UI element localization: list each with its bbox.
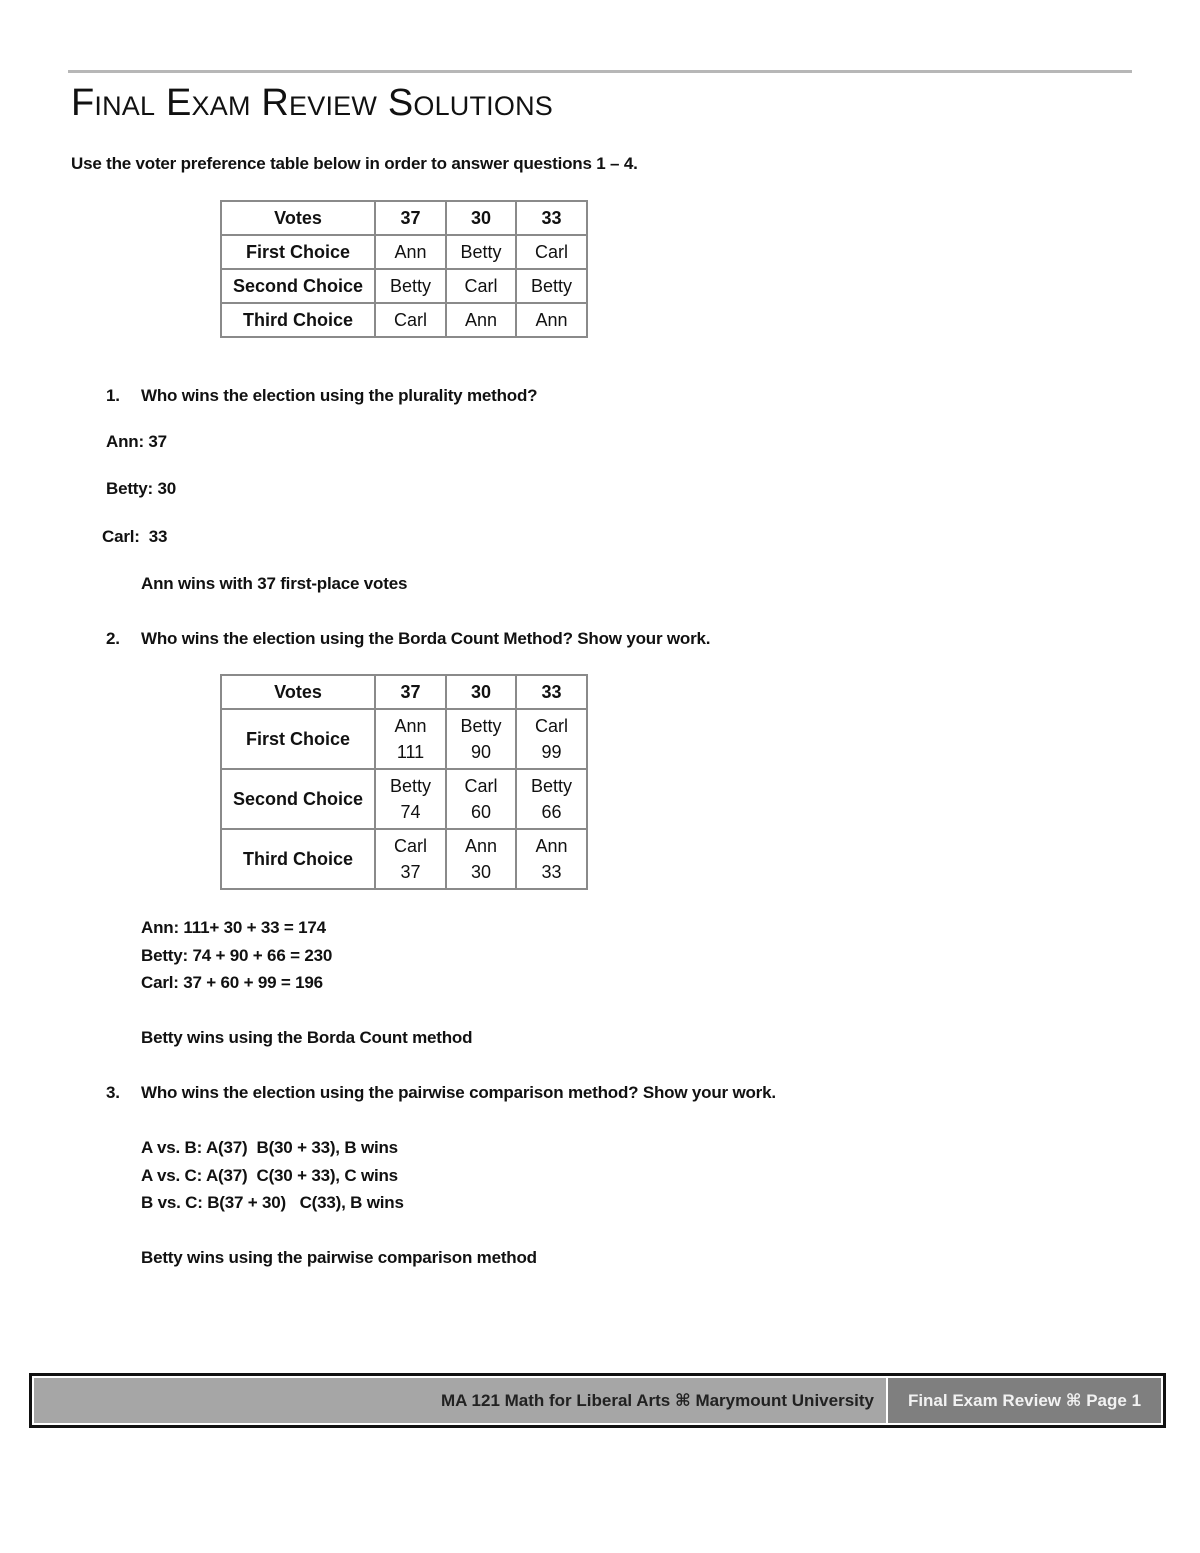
- question-text: Who wins the election using the Borda Count Method? Show your work.: [141, 629, 711, 648]
- table-row: [221, 303, 587, 337]
- table-row: [221, 829, 587, 889]
- table-header-cell: 30: [446, 201, 516, 235]
- row-label: Second Choice: [221, 269, 375, 303]
- question-text: Who wins the election using the pairwise comparison method? Show your work.: [141, 1083, 776, 1102]
- table-cell: [446, 769, 516, 829]
- row-label: First Choice: [221, 709, 375, 769]
- candidate-name: Ann: [535, 836, 568, 856]
- table-header-row: [221, 675, 587, 709]
- candidate-name: Betty: [460, 716, 502, 736]
- voter-preference-table: [220, 200, 588, 338]
- borda-count-table: [220, 674, 588, 890]
- intro-text: Use the voter preference table below in order to answer questions 1 – 4.: [71, 154, 638, 173]
- question-number: 1.: [106, 386, 120, 405]
- candidate-name: Ann: [464, 836, 498, 856]
- points-value: 60: [470, 802, 492, 822]
- points-value: 99: [541, 742, 562, 762]
- table-cell: [446, 829, 516, 889]
- table-row: [221, 269, 587, 303]
- points-value: 33: [541, 862, 562, 882]
- candidate-name: Betty: [530, 776, 573, 796]
- table-header-cell: Votes: [221, 675, 375, 709]
- header-rule: [68, 70, 1132, 73]
- table-row: [221, 235, 587, 269]
- table-cell: Ann: [516, 303, 587, 337]
- candidate-name: Betty: [389, 776, 432, 796]
- table-cell: [375, 709, 446, 769]
- table-cell: Ann: [375, 235, 446, 269]
- page-title: Final Exam Review Solutions: [71, 82, 553, 124]
- table-cell: [516, 829, 587, 889]
- table-header-cell: 37: [375, 201, 446, 235]
- row-label: Third Choice: [221, 303, 375, 337]
- points-value: 37: [400, 862, 421, 882]
- points-value: 30: [470, 862, 492, 882]
- row-label: First Choice: [221, 235, 375, 269]
- table-cell: Carl: [375, 303, 446, 337]
- table-row: [221, 769, 587, 829]
- table-header-cell: Votes: [221, 201, 375, 235]
- table-row: [221, 709, 587, 769]
- tally-line: Carl: 33: [102, 527, 168, 546]
- row-label: Second Choice: [221, 769, 375, 829]
- work-line: Betty: 74 + 90 + 66 = 230: [141, 946, 333, 965]
- points-value: 66: [541, 802, 562, 822]
- candidate-name: Ann: [394, 716, 427, 736]
- row-label: Third Choice: [221, 829, 375, 889]
- table-cell: [375, 829, 446, 889]
- work-line: Ann: 111+ 30 + 33 = 174: [141, 918, 326, 937]
- candidate-name: Carl: [393, 836, 427, 856]
- candidate-name: Carl: [534, 716, 568, 736]
- table-cell: [516, 709, 587, 769]
- work-line: A vs. B: A(37) B(30 + 33), B wins: [141, 1138, 398, 1157]
- work-line: Carl: 37 + 60 + 99 = 196: [141, 973, 323, 992]
- table-header-cell: 33: [516, 675, 587, 709]
- table-cell: Carl: [516, 235, 587, 269]
- points-value: 90: [470, 742, 492, 762]
- table-cell: Betty: [446, 235, 516, 269]
- question-number: 3.: [106, 1083, 120, 1102]
- table-cell: [446, 709, 516, 769]
- points-value: 74: [400, 802, 421, 822]
- question-number: 2.: [106, 629, 120, 648]
- table-cell: Carl: [446, 269, 516, 303]
- work-line: A vs. C: A(37) C(30 + 33), C wins: [141, 1166, 398, 1185]
- points-value: 111: [396, 742, 425, 762]
- tally-line: Ann: 37: [106, 432, 167, 451]
- answer-text: Betty wins using the Borda Count method: [141, 1028, 473, 1047]
- table-cell: Betty: [516, 269, 587, 303]
- table-cell: [375, 769, 446, 829]
- table-cell: [516, 769, 587, 829]
- tally-line: Betty: 30: [106, 479, 177, 498]
- table-cell: Betty: [375, 269, 446, 303]
- work-line: B vs. C: B(37 + 30) C(33), B wins: [141, 1193, 404, 1212]
- question-text: Who wins the election using the plurality method?: [141, 386, 538, 405]
- candidate-name: Carl: [464, 776, 498, 796]
- table-cell: Ann: [446, 303, 516, 337]
- table-header-cell: 37: [375, 675, 446, 709]
- answer-text: Betty wins using the pairwise comparison method: [141, 1248, 537, 1267]
- table-header-cell: 30: [446, 675, 516, 709]
- table-header-row: [221, 201, 587, 235]
- table-header-cell: 33: [516, 201, 587, 235]
- footer-course: MA 121 Math for Liberal Arts ⌘ Marymount University: [34, 1378, 886, 1423]
- footer-page: Final Exam Review ⌘ Page 1: [888, 1378, 1161, 1423]
- answer-text: Ann wins with 37 first-place votes: [141, 574, 408, 593]
